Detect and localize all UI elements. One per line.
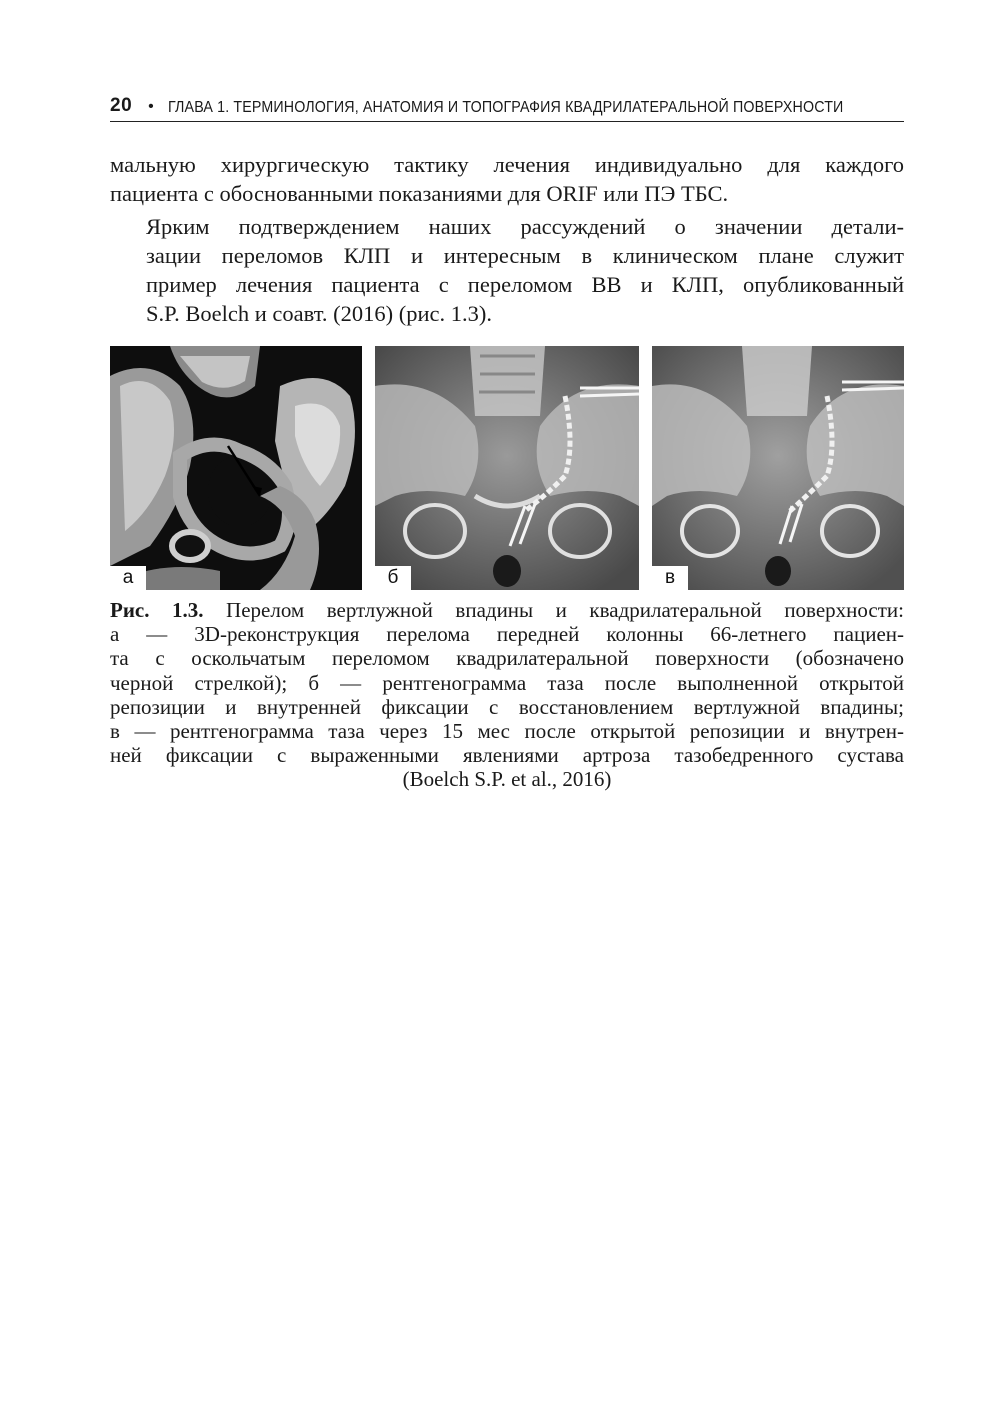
caption-source: (Boelch S.P. et al., 2016) [402, 767, 612, 792]
figure-caption [110, 598, 904, 792]
caption-line [110, 598, 904, 622]
body-text [110, 150, 904, 328]
figure-panel-a-3d-reconstruction [110, 346, 362, 590]
running-header [110, 94, 904, 122]
header-bullet: • [148, 98, 154, 115]
text-line: S.P. Boelch и соавт. (2016) (рис. 1.3). [146, 301, 492, 326]
text-line: Ярким подтверждением наших рассуждений о значении детали- [146, 214, 904, 239]
figure-panel-b-radiograph [375, 346, 639, 590]
text-line: пример лечения пациента с переломом ВВ и КЛП, опубликованный [146, 272, 904, 297]
figure-panel-c-radiograph [652, 346, 904, 590]
paragraph-1 [110, 150, 904, 208]
text-line: пациента с обоснованными показаниями для ORIF или ПЭ ТБС. [110, 181, 729, 206]
chapter-title: ГЛАВА 1. ТЕРМИНОЛОГИЯ, АНАТОМИЯ И ТОПОГРАФИЯ КВАДРИЛАТЕРАЛЬНОЙ ПОВЕРХНОСТИ [167, 99, 844, 116]
caption-line: ней фиксации с выраженными явлениями артроза тазобедренного сустава [110, 743, 904, 768]
caption-line: та с оскольчатым переломом квадрилатеральной поверхности (обозначено [110, 646, 904, 671]
figure-1-3 [110, 346, 904, 590]
caption-text: Перелом вертлужной впадины и квадрилатеральной поверхности: [203, 598, 904, 622]
caption-line: репозиции и внутренней фиксации с восстановлением вертлужной впадины; [110, 694, 904, 719]
caption-figure-number: Рис. 1.3. [110, 598, 204, 622]
caption-line: в — рентгенограмма таза через 15 мес после открытой репозиции и внутрен- [110, 719, 904, 744]
panel-label-c: в [652, 566, 688, 590]
panel-label-a: а [110, 566, 146, 590]
text-line: мальную хирургическую тактику лечения индивидуально для каждого [110, 152, 904, 177]
caption-line: а — 3D-реконструкция перелома передней колонны 66-летнего пациен- [110, 622, 904, 647]
text-line: зации переломов КЛП и интересным в клиническом плане служит [146, 243, 904, 268]
paragraph-2 [110, 212, 904, 328]
panel-label-b: б [375, 566, 411, 590]
page-number: 20 [110, 95, 133, 116]
caption-line: черной стрелкой); б — рентгенограмма таза после выполненной открытой [110, 670, 904, 695]
